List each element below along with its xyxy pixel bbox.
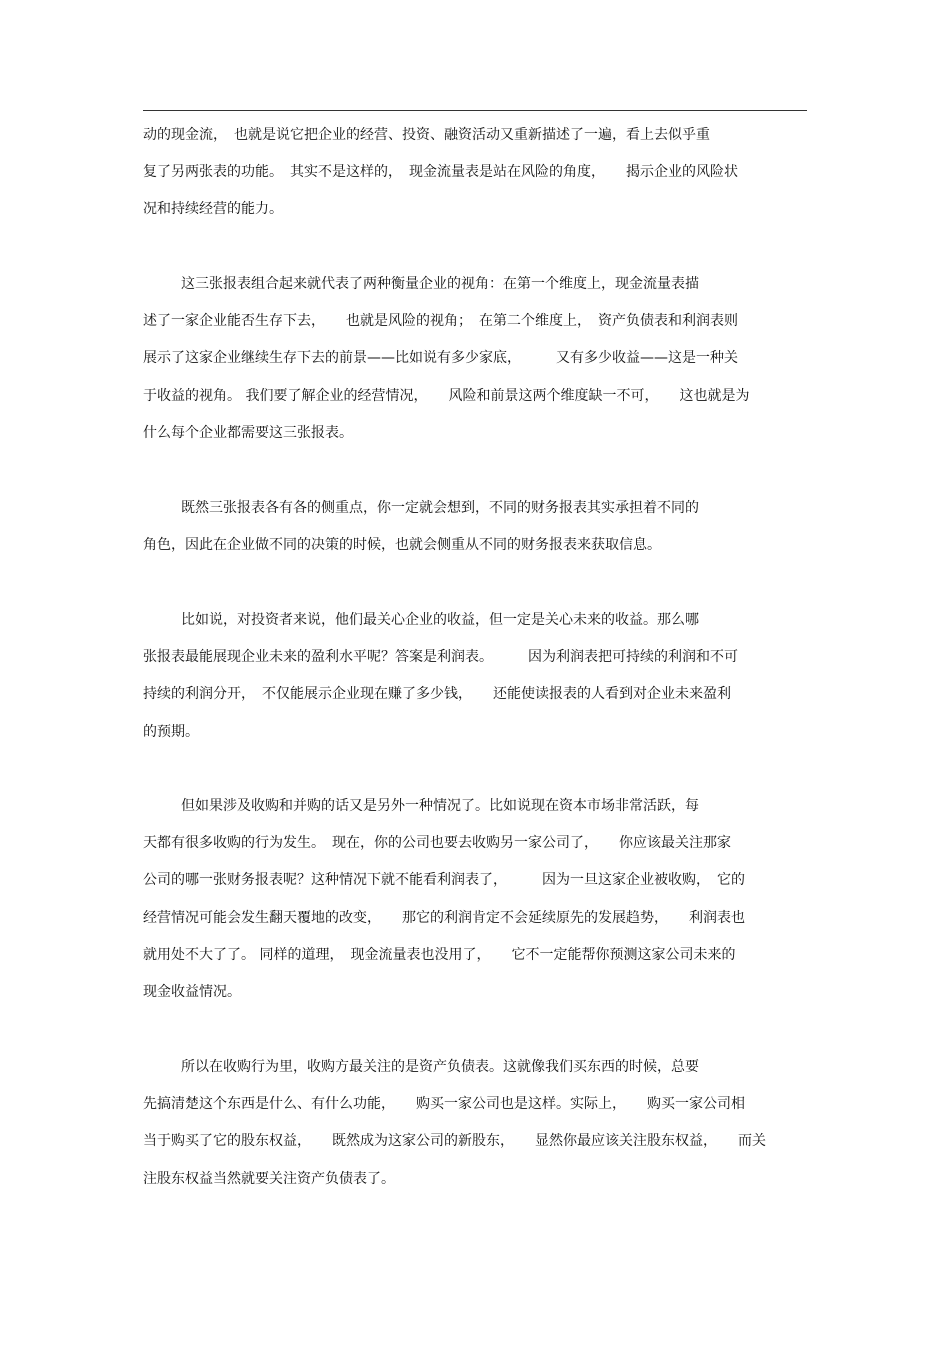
paragraph-1 — [143, 117, 807, 229]
text-line: 角色，因此在企业做不同的决策的时候，也就会侧重从不同的财务报表来获取信息。 — [143, 537, 661, 554]
text-line: 先搞清楚这个东西是什么、有什么功能， 购买一家公司也是这样。实际上， 购买一家公司相 — [143, 1096, 745, 1113]
paragraph-4 — [143, 602, 807, 751]
text-line: 张报表最能展现企业未来的盈利水平呢？答案是利润表。 因为利润表把可持续的利润和不可 — [143, 649, 738, 666]
text-line: 的预期。 — [143, 723, 199, 740]
text-line: 当于购买了它的股东权益， 既然成为这家公司的新股东， 显然你最应该关注股东权益， 而关 — [143, 1133, 766, 1150]
text-line: 复了另两张表的功能。 其实不是这样的， 现金流量表是站在风险的角度， 揭示企业的风险状 — [143, 164, 738, 181]
text-line: 况和持续经营的能力。 — [143, 201, 283, 218]
text-line: 持续的利润分开， 不仅能展示企业现在赚了多少钱， 还能使读报表的人看到对企业未来盈利 — [143, 686, 731, 703]
text-line: 就用处不大了了。 同样的道理， 现金流量表也没用了， 它不一定能帮你预测这家公司未来的 — [143, 946, 736, 963]
text-line: 述了一家企业能否生存下去， 也就是风险的视角； 在第二个维度上， 资产负债表和利润表则 — [143, 313, 738, 330]
paragraph-3 — [143, 490, 807, 564]
paragraph-6 — [143, 1049, 807, 1198]
text-line: 这三张报表组合起来就代表了两种衡量企业的视角：在第一个维度上，现金流量表描 — [181, 276, 699, 292]
text-line: 动的现金流， 也就是说它把企业的经营、投资、融资活动又重新描述了一遍，看上去似乎重 — [143, 127, 710, 143]
text-line: 公司的哪一张财务报表呢？这种情况下就不能看利润表了， 因为一旦这家企业被收购， 它的 — [143, 872, 745, 889]
text-line: 但如果涉及收购和并购的话又是另外一种情况了。比如说现在资本市场非常活跃，每 — [181, 798, 699, 814]
text-line: 注股东权益当然就要关注资产负债表了。 — [143, 1170, 395, 1187]
text-line: 于收益的视角。 我们要了解企业的经营情况， 风险和前景这两个维度缺一不可， 这也就是为 — [143, 387, 750, 404]
paragraph-5 — [143, 788, 807, 1011]
text-line: 比如说，对投资者来说，他们最关心企业的收益，但一定是关心未来的收益。那么哪 — [181, 612, 699, 628]
text-line: 什么每个企业都需要这三张报表。 — [143, 424, 353, 441]
text-line: 现金收益情况。 — [143, 983, 241, 1000]
text-line: 既然三张报表各有各的侧重点，你一定就会想到，不同的财务报表其实承担着不同的 — [181, 500, 699, 516]
text-line: 天都有很多收购的行为发生。 现在，你的公司也要去收购另一家公司了， 你应该最关注那家 — [143, 835, 731, 852]
text-line: 经营情况可能会发生翻天覆地的改变， 那它的利润肯定不会延续原先的发展趋势， 利润表也 — [143, 909, 745, 926]
paragraph-2 — [143, 266, 807, 452]
header-rule — [143, 110, 807, 111]
text-line: 展示了这家企业继续生存下去的前景——比如说有多少家底， 又有多少收益——这是一种关 — [143, 350, 738, 367]
text-line: 所以在收购行为里，收购方最关注的是资产负债表。这就像我们买东西的时候，总要 — [181, 1059, 699, 1075]
